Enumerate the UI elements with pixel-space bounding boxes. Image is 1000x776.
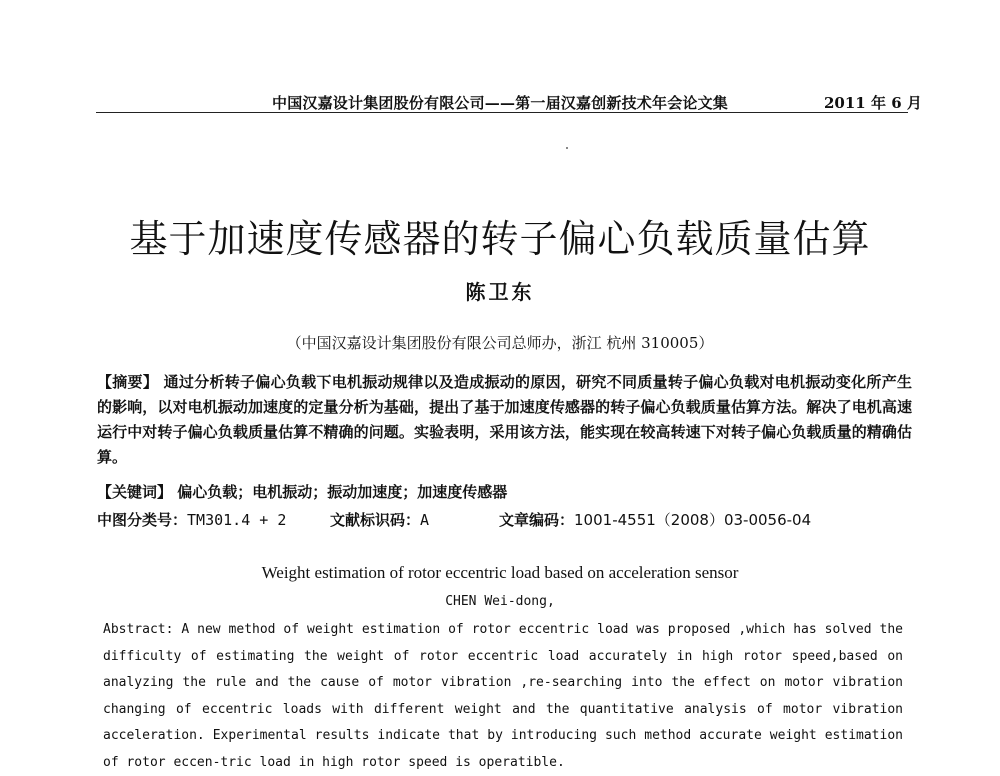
paper-author: 陈卫东 [465, 280, 535, 304]
keywords-line [97, 481, 507, 502]
keywords-tag: 【关键词】 [97, 483, 173, 501]
abstract-body: 通过分析转子偏心负载下电机振动规律以及造成振动的原因，研究不同质量转子偏心负载对电机振动变化所产生的影响，以对电机振动加速度的定量分析为基础，提出了基于加速度传感器的转子偏心负载质量估算方法。解决了电机高速运行中对转子偏心负载质量估算不精确的问题。实验表明，采用该方法，能实现在较高转速下对转子偏心负载质量的精确估算。 [97, 373, 912, 466]
paper-title: 基于加速度传感器的转子偏心负载质量估算 [129, 217, 871, 261]
running-header-date: 2011 年 6 月 [824, 94, 922, 112]
article-no-label: 文章编码： [499, 511, 575, 529]
doc-code-label: 文献标识码： [330, 511, 421, 529]
abstract-tag: 【摘要】 [97, 373, 159, 391]
clc-value: TM301.4 + 2 [187, 511, 287, 529]
doc-code-value: A [420, 511, 430, 529]
document-code [330, 509, 429, 530]
keywords-text: 偏心负载；电机振动；振动加速度；加速度传感器 [177, 483, 508, 501]
article-no-value: 1001-4551（2008）03-0056-04 [574, 511, 812, 529]
english-author: CHEN Wei-dong, [445, 594, 555, 609]
article-number [499, 509, 811, 530]
author-affiliation: （中国汉嘉设计集团股份有限公司总师办，浙江 杭州 310005） [286, 334, 714, 352]
clc-label: 中图分类号： [97, 511, 188, 529]
header-divider [96, 112, 908, 113]
running-header-journal: 中国汉嘉设计集团股份有限公司——第一届汉嘉创新技术年会论文集 [272, 94, 729, 112]
clc-number [97, 509, 286, 530]
english-title: Weight estimation of rotor eccentric load based on acceleration sensor [261, 563, 739, 582]
scan-speck [566, 147, 568, 149]
abstract-english: Abstract: A new method of weight estimation of rotor eccentric load was proposed ,which has solved the difficulty of estimating the weight of rotor eccentric load accurately in high rotor speed,based on analyzing the rule and the cause of motor vibration ,re-searching into the effect on motor vibration changing of eccentric loads with different weight and the quantitative analysis of motor vibration acceleration. Experimental results indicate that by introducing such method accurate weight estimation of rotor eccen-tric load in high rotor speed is operatible. [103, 622, 903, 770]
abstract-chinese [97, 370, 912, 470]
